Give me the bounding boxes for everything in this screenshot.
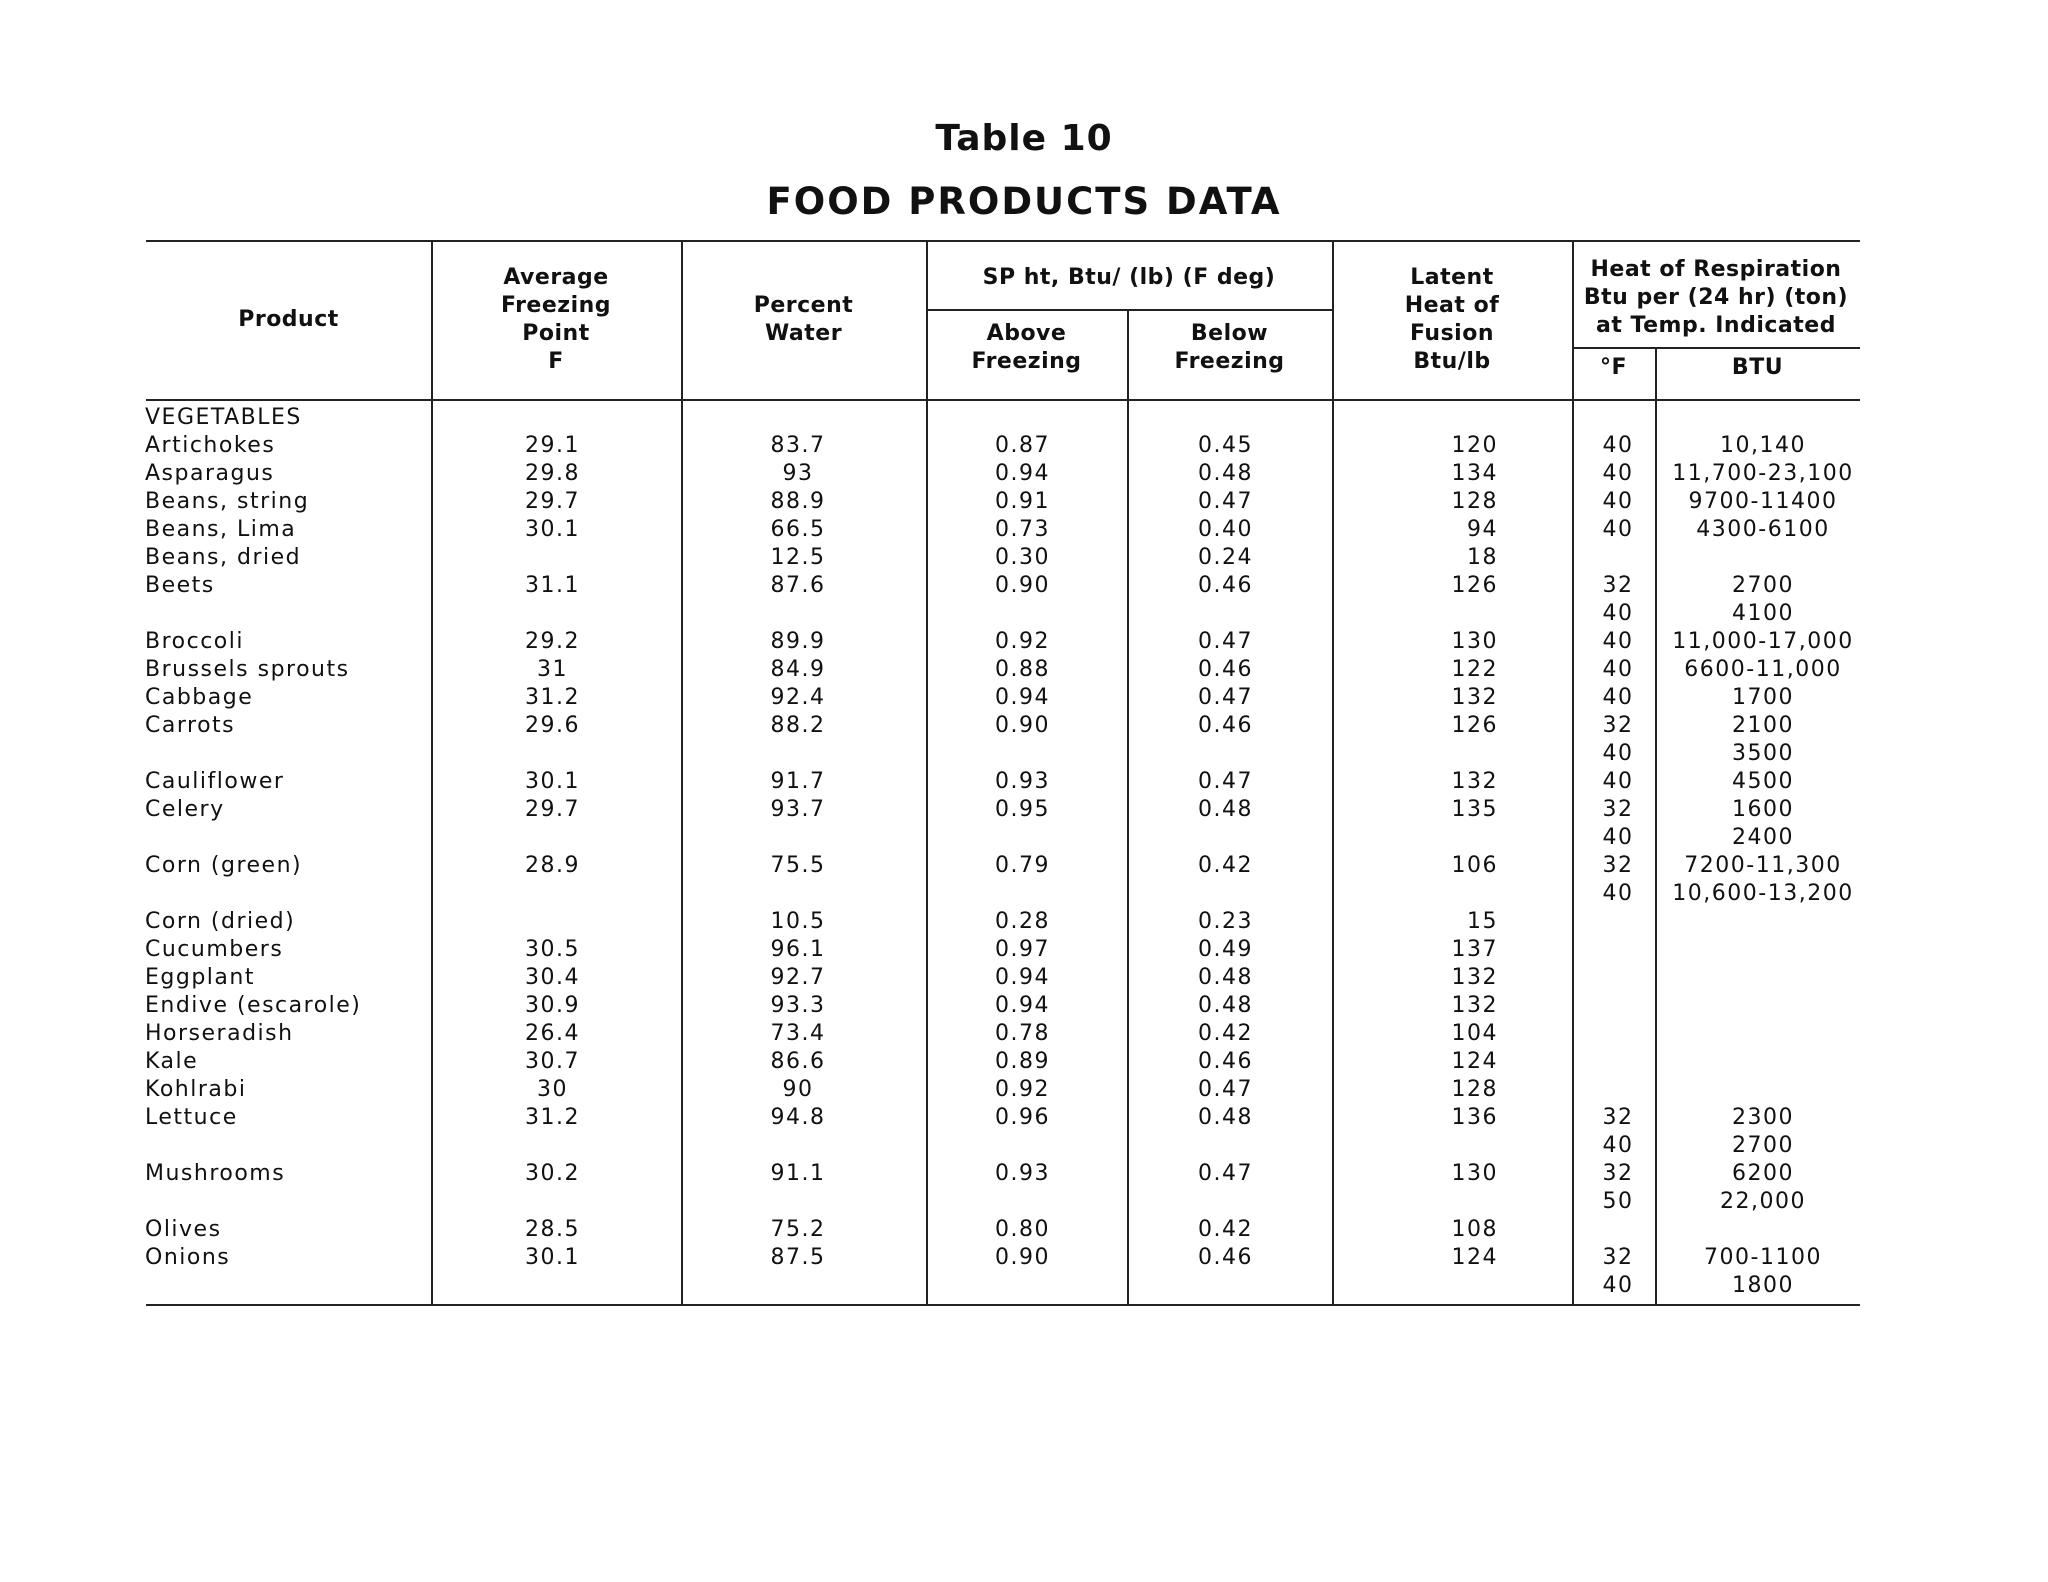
- percent-water: 66.5: [770, 517, 826, 542]
- percent-water: 93: [782, 461, 814, 486]
- respiration-btu: 2400: [1732, 825, 1794, 850]
- column-divider-2: [681, 240, 683, 1305]
- sp-ht-below: 0.47: [1198, 1161, 1253, 1186]
- column-divider-3: [926, 240, 928, 1305]
- sp-ht-above: 0.93: [995, 1161, 1050, 1186]
- column-divider-7: [1655, 347, 1657, 1305]
- sp-ht-above: 0.28: [995, 909, 1050, 934]
- sp-ht-above: 0.90: [995, 1245, 1050, 1270]
- sp-ht-above: 0.93: [995, 769, 1050, 794]
- percent-water: 91.7: [770, 769, 826, 794]
- latent-heat: 124: [1451, 1245, 1498, 1270]
- respiration-temp: 40: [1602, 489, 1634, 514]
- freezing-point: 30.4: [525, 965, 580, 990]
- respiration-temp: 40: [1602, 741, 1634, 766]
- sp-ht-above: 0.94: [995, 685, 1050, 710]
- header-temp-f: °F: [1599, 355, 1628, 380]
- respiration-temp: 40: [1602, 825, 1634, 850]
- percent-water: 90: [782, 1077, 814, 1102]
- sp-ht-above: 0.90: [995, 573, 1050, 598]
- header-product: Product: [238, 307, 339, 332]
- respiration-temp: 40: [1602, 629, 1634, 654]
- respiration-btu: 10,600-13,200: [1672, 881, 1854, 906]
- freezing-point: 29.7: [525, 797, 580, 822]
- sp-ht-above: 0.94: [995, 965, 1050, 990]
- percent-water: 93.3: [770, 993, 826, 1018]
- latent-heat: 108: [1451, 1217, 1498, 1242]
- sp-ht-below: 0.47: [1198, 769, 1253, 794]
- respiration-temp: 32: [1602, 1161, 1634, 1186]
- respiration-temp: 40: [1602, 1273, 1634, 1298]
- sp-ht-above: 0.80: [995, 1217, 1050, 1242]
- header-below-freezing: Below Freezing: [1174, 321, 1285, 374]
- product-name: Endive (escarole): [145, 993, 362, 1018]
- header-above-freezing: Above Freezing: [971, 321, 1082, 374]
- sp-ht-below: 0.46: [1198, 573, 1253, 598]
- latent-heat: 18: [1467, 545, 1498, 570]
- respiration-temp: 40: [1602, 1133, 1634, 1158]
- percent-water: 75.5: [770, 853, 826, 878]
- sp-ht-above: 0.91: [995, 489, 1050, 514]
- respiration-temp: 32: [1602, 713, 1634, 738]
- sp-ht-above: 0.90: [995, 713, 1050, 738]
- sp-ht-below: 0.48: [1198, 993, 1253, 1018]
- percent-water: 88.2: [770, 713, 826, 738]
- product-name: Olives: [145, 1217, 222, 1242]
- sp-ht-subheader-rule: [926, 309, 1332, 311]
- respiration-btu: 7200-11,300: [1684, 853, 1842, 878]
- latent-heat: 106: [1451, 853, 1498, 878]
- product-name: Broccoli: [145, 629, 244, 654]
- sp-ht-above: 0.92: [995, 629, 1050, 654]
- respiration-temp: 40: [1602, 769, 1634, 794]
- freezing-point: 26.4: [525, 1021, 580, 1046]
- respiration-temp: 40: [1602, 881, 1634, 906]
- respiration-btu: 1700: [1732, 685, 1794, 710]
- product-name: Artichokes: [145, 433, 276, 458]
- respiration-btu: 2700: [1732, 1133, 1794, 1158]
- latent-heat: 132: [1451, 993, 1498, 1018]
- respiration-btu: 3500: [1732, 741, 1794, 766]
- header-sp-ht: SP ht, Btu/ (lb) (F deg): [982, 265, 1276, 290]
- latent-heat: 132: [1451, 685, 1498, 710]
- latent-heat: 120: [1451, 433, 1498, 458]
- product-name: Kale: [145, 1049, 199, 1074]
- product-name: Cucumbers: [145, 937, 284, 962]
- latent-heat: 130: [1451, 629, 1498, 654]
- product-name: Beets: [145, 573, 215, 598]
- percent-water: 73.4: [770, 1021, 826, 1046]
- respiration-temp: 40: [1602, 685, 1634, 710]
- respiration-btu: 2300: [1732, 1105, 1794, 1130]
- percent-water: 87.5: [770, 1245, 826, 1270]
- sp-ht-below: 0.48: [1198, 797, 1253, 822]
- respiration-temp: 32: [1602, 797, 1634, 822]
- percent-water: 88.9: [770, 489, 826, 514]
- product-name: Corn (dried): [145, 909, 296, 934]
- respiration-btu: 11,700-23,100: [1672, 461, 1854, 486]
- percent-water: 92.7: [770, 965, 826, 990]
- freezing-point: 28.9: [525, 853, 580, 878]
- sp-ht-below: 0.23: [1198, 909, 1253, 934]
- respiration-btu: 11,000-17,000: [1672, 629, 1854, 654]
- respiration-temp: 40: [1602, 517, 1634, 542]
- respiration-btu: 2700: [1732, 573, 1794, 598]
- respiration-temp: 40: [1602, 433, 1634, 458]
- sp-ht-above: 0.95: [995, 797, 1050, 822]
- sp-ht-below: 0.46: [1198, 713, 1253, 738]
- sp-ht-below: 0.47: [1198, 629, 1253, 654]
- sp-ht-below: 0.47: [1198, 489, 1253, 514]
- sp-ht-below: 0.46: [1198, 657, 1253, 682]
- sp-ht-above: 0.96: [995, 1105, 1050, 1130]
- percent-water: 87.6: [770, 573, 826, 598]
- latent-heat: 130: [1451, 1161, 1498, 1186]
- percent-water: 91.1: [770, 1161, 826, 1186]
- freezing-point: 29.1: [525, 433, 580, 458]
- latent-heat: 128: [1451, 489, 1498, 514]
- freezing-point: 30: [537, 1077, 568, 1102]
- product-name: Asparagus: [145, 461, 275, 486]
- sp-ht-above: 0.97: [995, 937, 1050, 962]
- latent-heat: 94: [1467, 517, 1498, 542]
- freezing-point: 30.1: [525, 1245, 580, 1270]
- product-name: Onions: [145, 1245, 231, 1270]
- respiration-btu: 700-1100: [1704, 1245, 1822, 1270]
- header-freezing-point: Average Freezing Point F: [500, 265, 612, 374]
- respiration-temp: 32: [1602, 1245, 1634, 1270]
- product-name: Celery: [145, 797, 225, 822]
- column-divider-6: [1572, 240, 1574, 1305]
- respiration-temp: 40: [1602, 657, 1634, 682]
- product-name: Corn (green): [145, 853, 303, 878]
- table-title: FOOD PRODUCTS DATA: [766, 180, 1282, 223]
- respiration-temp: 40: [1602, 461, 1634, 486]
- sp-ht-above: 0.73: [995, 517, 1050, 542]
- table-bottom-rule: [146, 1304, 1860, 1306]
- product-name: Cabbage: [145, 685, 254, 710]
- percent-water: 92.4: [770, 685, 826, 710]
- product-name: Beans, Lima: [145, 517, 297, 542]
- sp-ht-below: 0.45: [1198, 433, 1253, 458]
- latent-heat: 135: [1451, 797, 1498, 822]
- percent-water: 86.6: [770, 1049, 826, 1074]
- percent-water: 83.7: [770, 433, 826, 458]
- freezing-point: 29.6: [525, 713, 580, 738]
- product-name: Beans, dried: [145, 545, 302, 570]
- freezing-point: 31.1: [525, 573, 580, 598]
- freezing-point: 30.1: [525, 517, 580, 542]
- respiration-temp: 32: [1602, 1105, 1634, 1130]
- sp-ht-above: 0.94: [995, 993, 1050, 1018]
- respiration-temp: 50: [1602, 1189, 1634, 1214]
- freezing-point: 31.2: [525, 1105, 580, 1130]
- freezing-point: 29.7: [525, 489, 580, 514]
- header-btu: BTU: [1731, 355, 1784, 380]
- freezing-point: 31: [537, 657, 568, 682]
- column-divider-5: [1332, 240, 1334, 1305]
- product-name: Brussels sprouts: [145, 657, 350, 682]
- sp-ht-below: 0.48: [1198, 461, 1253, 486]
- sp-ht-below: 0.46: [1198, 1049, 1253, 1074]
- sp-ht-below: 0.47: [1198, 685, 1253, 710]
- sp-ht-below: 0.40: [1198, 517, 1253, 542]
- product-name: Horseradish: [145, 1021, 294, 1046]
- respiration-temp: 32: [1602, 853, 1634, 878]
- product-name: Kohlrabi: [145, 1077, 247, 1102]
- sp-ht-above: 0.30: [995, 545, 1050, 570]
- header-percent-water: Percent Water: [753, 293, 854, 346]
- product-name: Cauliflower: [145, 769, 285, 794]
- latent-heat: 124: [1451, 1049, 1498, 1074]
- table-number: Table 10: [935, 118, 1113, 159]
- freezing-point: 30.7: [525, 1049, 580, 1074]
- sp-ht-below: 0.48: [1198, 965, 1253, 990]
- respiration-btu: 4300-6100: [1696, 517, 1830, 542]
- sp-ht-above: 0.89: [995, 1049, 1050, 1074]
- freezing-point: 30.9: [525, 993, 580, 1018]
- respiration-subheader-rule: [1572, 347, 1860, 349]
- latent-heat: 15: [1467, 909, 1498, 934]
- sp-ht-below: 0.47: [1198, 1077, 1253, 1102]
- product-name: Lettuce: [145, 1105, 238, 1130]
- respiration-temp: 32: [1602, 573, 1634, 598]
- latent-heat: 126: [1451, 713, 1498, 738]
- freezing-point: 30.1: [525, 769, 580, 794]
- sp-ht-above: 0.94: [995, 461, 1050, 486]
- latent-heat: 137: [1451, 937, 1498, 962]
- sp-ht-above: 0.92: [995, 1077, 1050, 1102]
- respiration-btu: 1600: [1732, 797, 1794, 822]
- table-top-rule: [146, 240, 1860, 242]
- freezing-point: 30.2: [525, 1161, 580, 1186]
- product-name: Mushrooms: [145, 1161, 286, 1186]
- respiration-btu: 6600-11,000: [1684, 657, 1842, 682]
- latent-heat: 132: [1451, 769, 1498, 794]
- header-latent-heat: Latent Heat of Fusion Btu/lb: [1404, 265, 1500, 374]
- respiration-btu: 4100: [1732, 601, 1794, 626]
- sp-ht-below: 0.48: [1198, 1105, 1253, 1130]
- sp-ht-below: 0.42: [1198, 1217, 1253, 1242]
- column-divider-4: [1127, 309, 1129, 1305]
- percent-water: 75.2: [770, 1217, 826, 1242]
- product-name: Beans, string: [145, 489, 310, 514]
- freezing-point: 30.5: [525, 937, 580, 962]
- respiration-btu: 10,140: [1720, 433, 1806, 458]
- respiration-temp: 40: [1602, 601, 1634, 626]
- percent-water: 89.9: [770, 629, 826, 654]
- respiration-btu: 2100: [1732, 713, 1794, 738]
- freezing-point: 29.8: [525, 461, 580, 486]
- latent-heat: 104: [1451, 1021, 1498, 1046]
- respiration-btu: 22,000: [1720, 1189, 1806, 1214]
- sp-ht-above: 0.87: [995, 433, 1050, 458]
- respiration-btu: 6200: [1732, 1161, 1794, 1186]
- column-divider-1: [431, 240, 433, 1305]
- percent-water: 10.5: [770, 909, 826, 934]
- sp-ht-above: 0.79: [995, 853, 1050, 878]
- latent-heat: 126: [1451, 573, 1498, 598]
- latent-heat: 134: [1451, 461, 1498, 486]
- latent-heat: 122: [1451, 657, 1498, 682]
- sp-ht-below: 0.49: [1198, 937, 1253, 962]
- freezing-point: 29.2: [525, 629, 580, 654]
- respiration-btu: 9700-11400: [1688, 489, 1838, 514]
- sp-ht-below: 0.42: [1198, 1021, 1253, 1046]
- percent-water: 94.8: [770, 1105, 826, 1130]
- freezing-point: 28.5: [525, 1217, 580, 1242]
- product-name: Eggplant: [145, 965, 255, 990]
- header-bottom-rule: [146, 399, 1860, 401]
- product-name: Carrots: [145, 713, 236, 738]
- latent-heat: 128: [1451, 1077, 1498, 1102]
- sp-ht-below: 0.46: [1198, 1245, 1253, 1270]
- respiration-btu: 4500: [1732, 769, 1794, 794]
- section-label: VEGETABLES: [145, 405, 302, 430]
- percent-water: 12.5: [770, 545, 826, 570]
- sp-ht-below: 0.24: [1198, 545, 1253, 570]
- header-heat-of-respiration: Heat of Respiration Btu per (24 hr) (ton) at Temp. Indicated: [1583, 257, 1849, 338]
- latent-heat: 132: [1451, 965, 1498, 990]
- percent-water: 93.7: [770, 797, 826, 822]
- respiration-btu: 1800: [1732, 1273, 1794, 1298]
- sp-ht-above: 0.78: [995, 1021, 1050, 1046]
- latent-heat: 136: [1451, 1105, 1498, 1130]
- freezing-point: 31.2: [525, 685, 580, 710]
- sp-ht-below: 0.42: [1198, 853, 1253, 878]
- percent-water: 96.1: [770, 937, 826, 962]
- sp-ht-above: 0.88: [995, 657, 1050, 682]
- percent-water: 84.9: [770, 657, 826, 682]
